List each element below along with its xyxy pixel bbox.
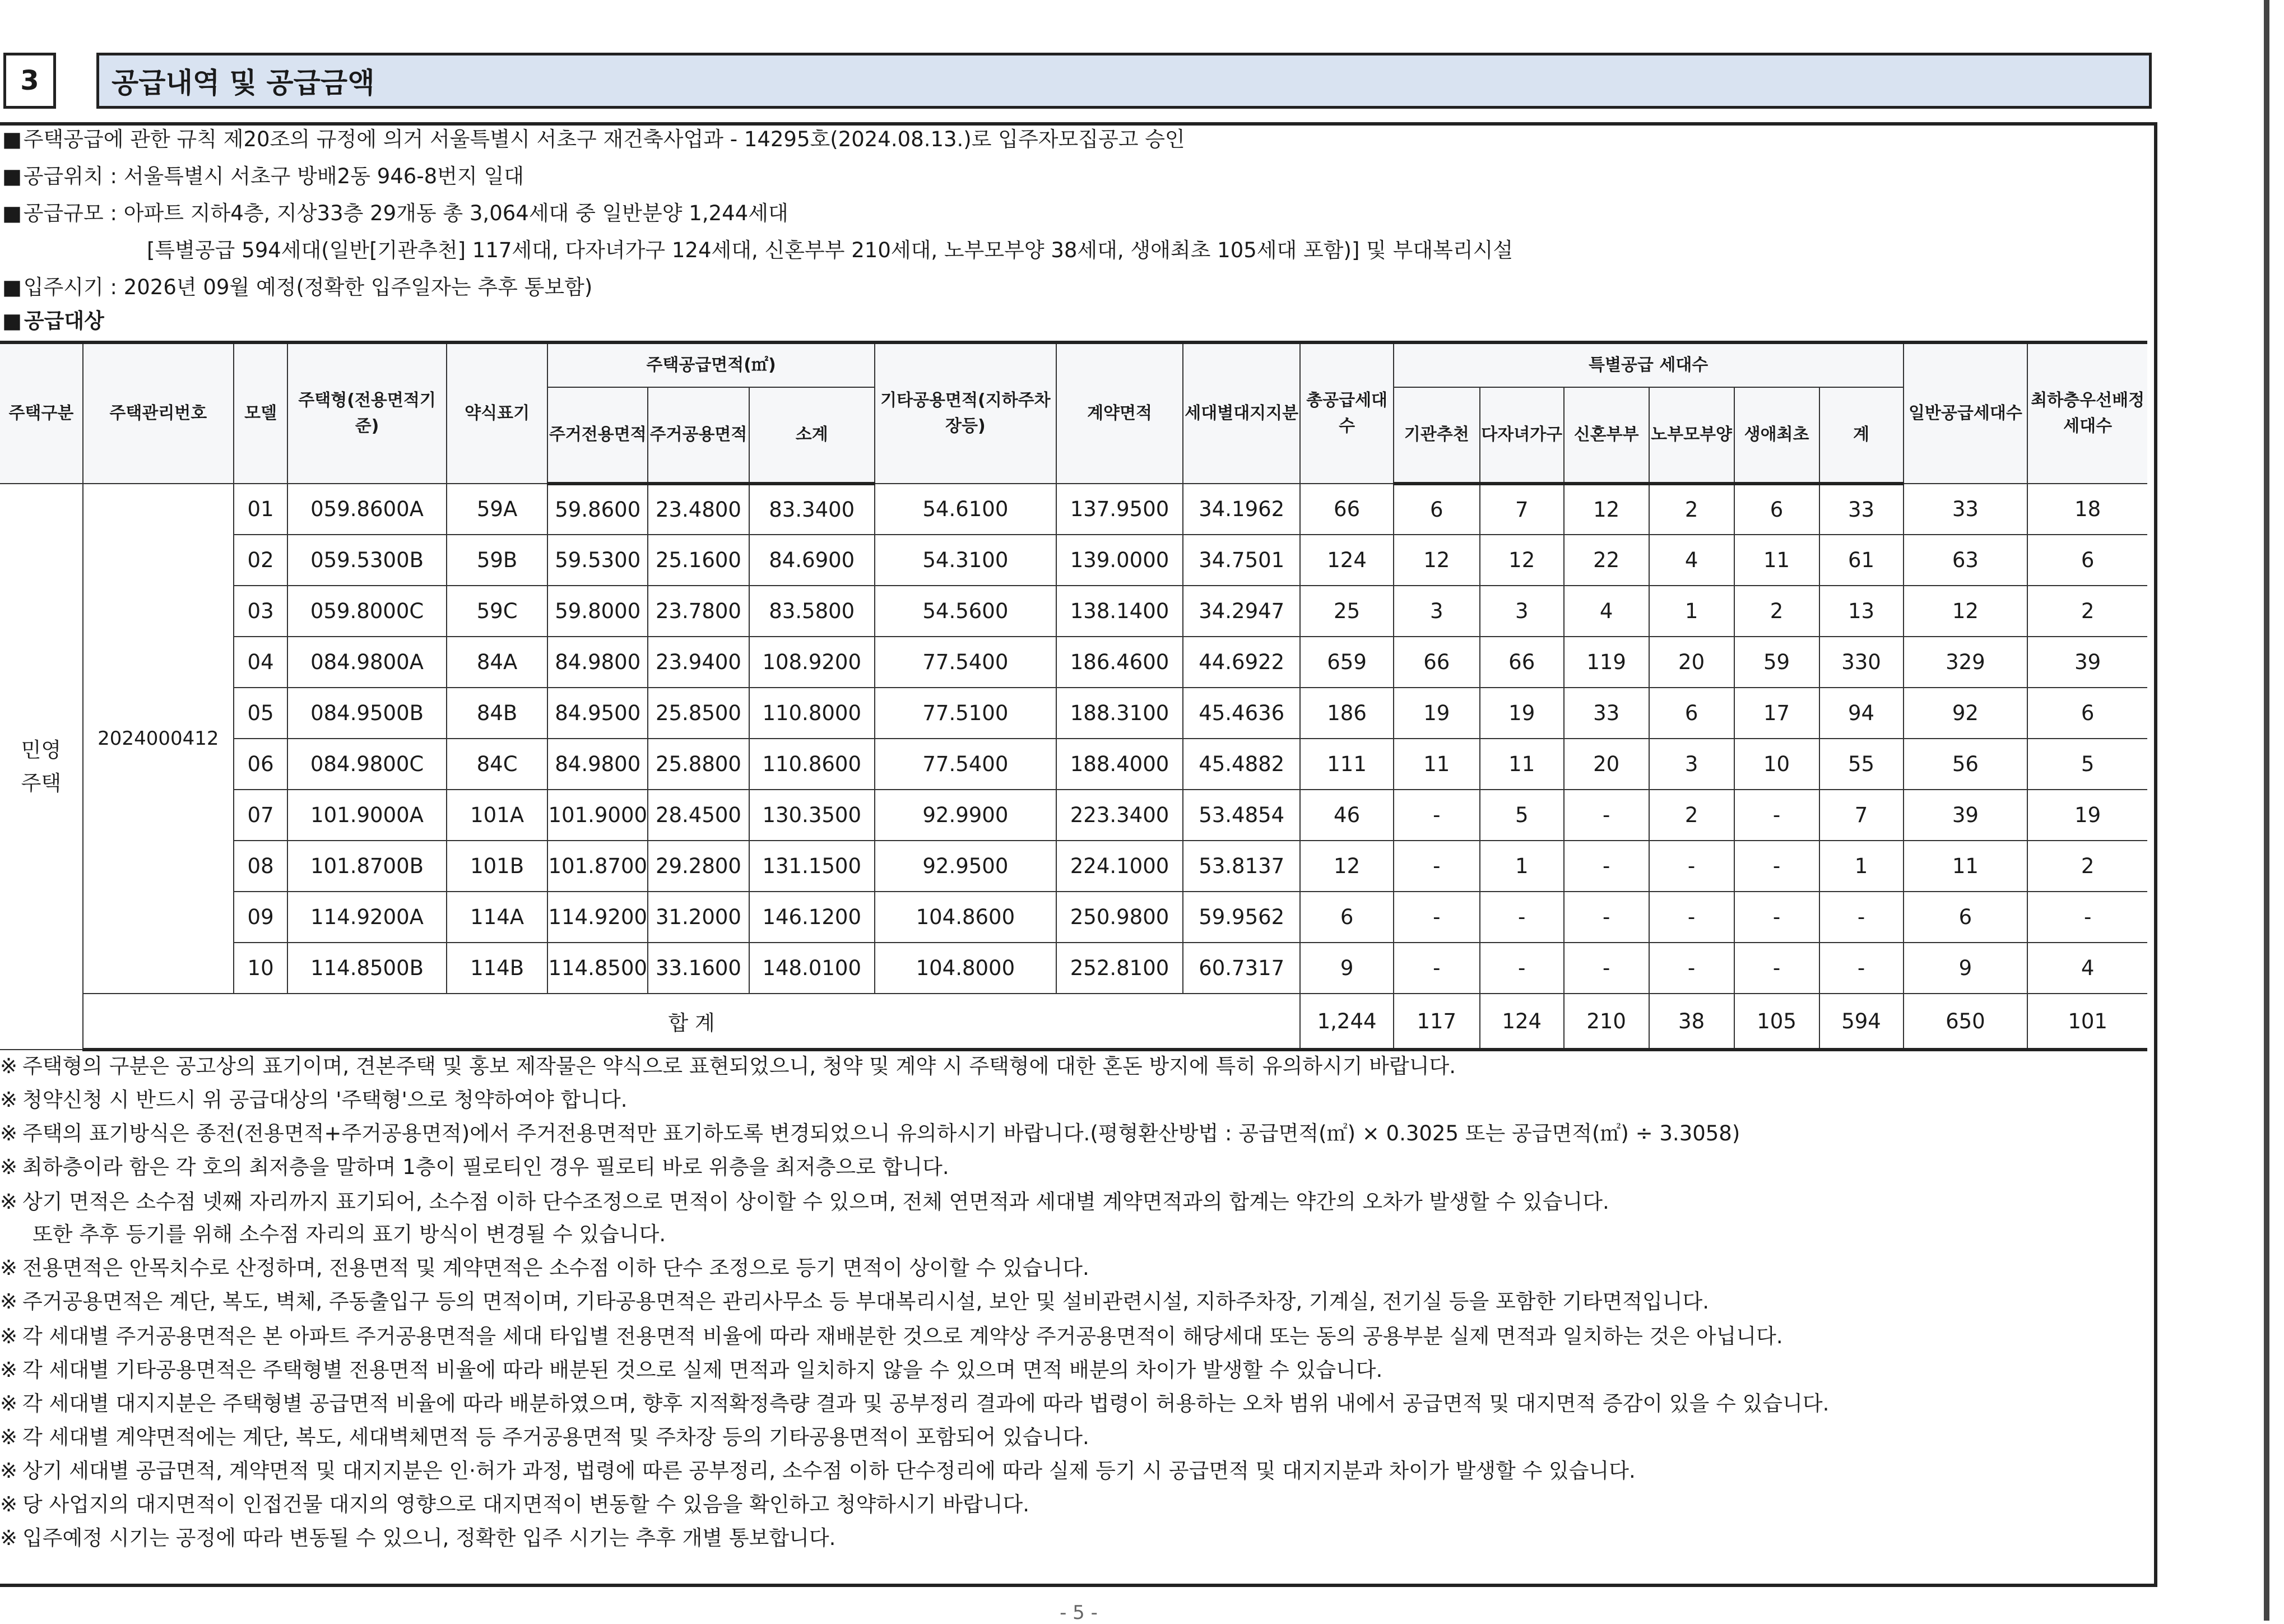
header-lowest-floor: 최하층우선배정세대수 [2027,342,2147,484]
note-mark-icon: ※ [0,1526,18,1550]
cell-total-units: 124 [1300,535,1393,586]
table-row [0,637,2147,688]
cell-model: 10 [234,943,288,994]
cell-sp-elder: - [1649,892,1734,943]
section-title: 공급내역 및 공급금액 [96,53,2152,109]
cell-lowest-floor: 39 [2027,637,2147,688]
cell-sp-sum: 330 [1819,637,1904,688]
header-mgmt-number: 주택관리번호 [83,342,234,484]
cell-subtotal: 146.1200 [749,892,875,943]
page-number: - 5 - [1060,1602,1098,1624]
note-item [0,1185,1609,1215]
cell-subtotal: 130.3500 [749,790,875,841]
cell-sp-sum: 7 [1819,790,1904,841]
note-item [0,1454,1636,1484]
cell-sp-sum: 61 [1819,535,1904,586]
note-text: 각 세대별 계약면적에는 계단, 복도, 세대벽체면적 등 주거공용면적 및 주차장 등의 기타공용면적이 포함되어 있습니다. [22,1425,1089,1449]
cell-sp-first-home: 6 [1734,484,1819,535]
cell-sp-institution: - [1394,790,1480,841]
cell-common-area: 25.8500 [648,688,749,739]
cell-total-units: 659 [1300,637,1393,688]
table-row [0,790,2147,841]
table-row [0,586,2147,637]
note-item [0,1487,1029,1518]
cell-sp-sum: 33 [1819,484,1904,535]
cell-subtotal: 84.6900 [749,535,875,586]
header-sp-elder: 노부모부양 [1649,387,1734,484]
cell-land-share: 45.4636 [1183,688,1300,739]
note-mark-icon: ※ [0,1324,18,1348]
cell-contract-area: 188.4000 [1056,739,1183,790]
header-other-common-area: 기타공용면적(지하주차장등) [875,342,1056,484]
note-text: 주택의 표기방식은 종전(전용면적+주거공용면적)에서 주거전용면적만 표기하도록 변경되었으니 유의하시기 바랍니다.(평형환산방법 : 공급면적(㎡) × 0.3025 또는 공급면적(㎡) ÷ 3.3058) [22,1121,1740,1145]
cell-sp-newlywed: 33 [1564,688,1649,739]
cell-contract-area: 250.9800 [1056,892,1183,943]
cell-sp-elder: 3 [1649,739,1734,790]
note-mark-icon: ※ [0,1190,18,1214]
mgmt-number-cell: 2024000412 [83,484,234,994]
note-text: 상기 세대별 공급면적, 계약면적 및 대지지분은 인·허가 과정, 법령에 따른 공부정리, 소수점 이하 단수정리에 따라 실제 등기 시 공급면적 및 대지지분과 차이가 발생할 수 있습니다. [22,1459,1636,1483]
cell-contract-area: 139.0000 [1056,535,1183,586]
cell-total-units: 111 [1300,739,1393,790]
cell-exclusive-area: 114.8500 [547,943,648,994]
cell-sp-first-home: 2 [1734,586,1819,637]
cell-other-common-area: 92.9900 [875,790,1056,841]
note-item [0,1420,1089,1450]
cell-housing-type: 114.8500B [287,943,446,994]
note-item [0,1319,1783,1349]
cell-exclusive-area: 59.8000 [547,586,648,637]
cell-sp-multichild: 19 [1480,688,1564,739]
cell-general-supply: 39 [1904,790,2028,841]
cell-total-units: 25 [1300,586,1393,637]
header-contract-area: 계약면적 [1056,342,1183,484]
cell-total-units: 66 [1300,484,1393,535]
cell-other-common-area: 104.8600 [875,892,1056,943]
cell-exclusive-area: 84.9800 [547,739,648,790]
note-text: 입주예정 시기는 공정에 따라 변동될 수 있으니, 정확한 입주 시기는 추후 개별 통보합니다. [22,1526,836,1550]
cell-lowest-floor: 19 [2027,790,2147,841]
cell-sp-multichild: 12 [1480,535,1564,586]
bullet-icon: ■ [2,127,22,151]
cell-abbreviation: 114A [447,892,548,943]
cell-contract-area: 138.1400 [1056,586,1183,637]
cell-subtotal: 108.9200 [749,637,875,688]
note-mark-icon: ※ [0,1256,18,1280]
cell-model: 08 [234,841,288,892]
bullet-icon: ■ [2,201,22,225]
cell-sp-elder: 1 [1649,586,1734,637]
note-text: 주택형의 구분은 공고상의 표기이며, 견본주택 및 홍보 제작물은 약식으로 표현되었으니, 청약 및 계약 시 주택형에 대한 혼돈 방지에 특히 유의하시기 바랍니다. [22,1054,1456,1078]
cell-land-share: 34.7501 [1183,535,1300,586]
cell-sp-multichild: 11 [1480,739,1564,790]
cell-contract-area: 224.1000 [1056,841,1183,892]
note-text: 각 세대별 기타공용면적은 주택형별 전용면적 비율에 따라 배분된 것으로 실제 면적과 일치하지 않을 수 있으며 면적 배분의 차이가 발생할 수 있습니다. [22,1358,1383,1382]
header-sp-sum: 계 [1819,387,1904,484]
note-text: 전용면적은 안목치수로 산정하며, 전용면적 및 계약면적은 소수점 이하 단수 조정으로 등기 면적이 상이할 수 있습니다. [22,1256,1089,1280]
cell-other-common-area: 77.5100 [875,688,1056,739]
cell-sp-institution: 11 [1394,739,1480,790]
cell-model: 01 [234,484,288,535]
header-special-supply: 특별공급 세대수 [1394,342,1904,387]
total-cell: 650 [1904,994,2028,1050]
cell-sp-first-home: 11 [1734,535,1819,586]
cell-general-supply: 11 [1904,841,2028,892]
cell-abbreviation: 101B [447,841,548,892]
total-cell: 117 [1394,994,1480,1050]
cell-general-supply: 56 [1904,739,2028,790]
header-sp-institution: 기관추천 [1394,387,1480,484]
cell-common-area: 33.1600 [648,943,749,994]
cell-lowest-floor: 4 [2027,943,2147,994]
cell-abbreviation: 84A [447,637,548,688]
cell-common-area: 28.4500 [648,790,749,841]
cell-sp-newlywed: 12 [1564,484,1649,535]
cell-sp-sum: - [1819,943,1904,994]
section-number: 3 [3,53,56,109]
header-general-supply: 일반공급세대수 [1904,342,2028,484]
cell-common-area: 31.2000 [648,892,749,943]
cell-housing-type: 101.8700B [287,841,446,892]
cell-exclusive-area: 84.9500 [547,688,648,739]
cell-subtotal: 148.0100 [749,943,875,994]
supply-table-body [0,484,2147,1050]
cell-sp-multichild: 7 [1480,484,1564,535]
cell-sp-sum: 55 [1819,739,1904,790]
note-mark-icon: ※ [0,1289,18,1314]
note-text: 각 세대별 대지지분은 주택형별 공급면적 비율에 따라 배분하였으며, 향후 지적확정측량 결과 및 공부정리 결과에 따라 법령이 허용하는 오차 범위 내에서 공급면적 및 대지면적 증감이 있을 수 있습니다. [22,1391,1830,1416]
info-scale: ■ 공급규모 : 아파트 지하4층, 지상33층 29개동 총 3,064세대 중 일반분양 1,244세대 [2,201,788,225]
cell-sp-first-home: - [1734,943,1819,994]
header-abbreviation: 약식표기 [447,342,548,484]
note-mark-icon: ※ [0,1088,18,1112]
cell-general-supply: 9 [1904,943,2028,994]
header-sp-first-home: 생애최초 [1734,387,1819,484]
cell-common-area: 25.8800 [648,739,749,790]
cell-abbreviation: 84C [447,739,548,790]
cell-lowest-floor: - [2027,892,2147,943]
cell-sp-newlywed: 22 [1564,535,1649,586]
cell-land-share: 44.6922 [1183,637,1300,688]
note-mark-icon: ※ [0,1155,18,1179]
cell-subtotal: 110.8600 [749,739,875,790]
cell-common-area: 23.9400 [648,637,749,688]
header-exclusive-area: 주거전용면적 [547,387,648,484]
info-location: ■ 공급위치 : 서울특별시 서초구 방배2동 946-8번지 일대 [2,164,524,188]
cell-sp-first-home: - [1734,841,1819,892]
cell-general-supply: 329 [1904,637,2028,688]
table-row [0,535,2147,586]
cell-general-supply: 92 [1904,688,2028,739]
header-land-share: 세대별대지지분 [1183,342,1300,484]
bullet-icon: ■ [2,275,22,299]
cell-land-share: 34.2947 [1183,586,1300,637]
note-text: 각 세대별 주거공용면적은 본 아파트 주거공용면적을 세대 타입별 전용면적 비율에 따라 재배분한 것으로 계약상 주거공용면적이 해당세대 또는 동의 공용부분 실제 면적과 일치하는 것은 아닙니다. [22,1324,1783,1348]
table-row [0,892,2147,943]
cell-abbreviation: 84B [447,688,548,739]
note-text: 최하층이라 함은 각 호의 최저층을 말하며 1층이 필로티인 경우 필로티 바로 위층을 최저층으로 합니다. [22,1155,949,1179]
total-cell: 105 [1734,994,1819,1050]
note-item [0,1521,835,1551]
total-cell: 594 [1819,994,1904,1050]
note-text: 상기 면적은 소수점 넷째 자리까지 표기되어, 소수점 이하 단수조정으로 면적이 상이할 수 있으며, 전체 연면적과 세대별 계약면적과의 합계는 약간의 오차가 발생할 수 있습니다. [22,1190,1609,1214]
cell-other-common-area: 77.5400 [875,637,1056,688]
cell-contract-area: 223.3400 [1056,790,1183,841]
note-mark-icon: ※ [0,1054,18,1078]
info-supply-target: ■ 공급대상 [2,309,104,333]
note-mark-icon: ※ [0,1121,18,1145]
cell-exclusive-area: 101.9000 [547,790,648,841]
cell-general-supply: 63 [1904,535,2028,586]
cell-exclusive-area: 59.5300 [547,535,648,586]
cell-abbreviation: 59C [447,586,548,637]
cell-general-supply: 33 [1904,484,2028,535]
header-model: 모델 [234,342,288,484]
cell-lowest-floor: 6 [2027,688,2147,739]
cell-model: 09 [234,892,288,943]
note-mark-icon: ※ [0,1425,18,1449]
cell-other-common-area: 54.6100 [875,484,1056,535]
cell-sp-elder: - [1649,943,1734,994]
cell-model: 03 [234,586,288,637]
table-row [0,943,2147,994]
cell-lowest-floor: 2 [2027,841,2147,892]
cell-exclusive-area: 84.9800 [547,637,648,688]
note-item [0,1251,1089,1281]
cell-sp-elder: 20 [1649,637,1734,688]
total-cell: 210 [1564,994,1649,1050]
cell-sp-sum: 1 [1819,841,1904,892]
cell-sp-multichild: - [1480,892,1564,943]
cell-sp-institution: - [1394,892,1480,943]
cell-model: 05 [234,688,288,739]
cell-other-common-area: 54.3100 [875,535,1056,586]
cell-sp-elder: 2 [1649,484,1734,535]
total-cell: 38 [1649,994,1734,1050]
cell-sp-first-home: 17 [1734,688,1819,739]
info-approval: ■ 주택공급에 관한 규칙 제20조의 규정에 의거 서울특별시 서초구 재건축사업과 - 14295호(2024.08.13.)로 입주자모집공고 승인 [2,127,1185,151]
cell-housing-type: 059.8600A [287,484,446,535]
cell-contract-area: 252.8100 [1056,943,1183,994]
cell-sp-multichild: 66 [1480,637,1564,688]
bullet-icon: ■ [2,309,22,333]
total-label: 합 계 [83,994,1301,1050]
note-item [0,1353,1382,1383]
cell-land-share: 53.8137 [1183,841,1300,892]
total-cell: 124 [1480,994,1564,1050]
cell-model: 07 [234,790,288,841]
cell-subtotal: 83.5800 [749,586,875,637]
cell-lowest-floor: 2 [2027,586,2147,637]
cell-sp-elder: 6 [1649,688,1734,739]
cell-total-units: 6 [1300,892,1393,943]
cell-sp-multichild: - [1480,943,1564,994]
cell-housing-type: 084.9800A [287,637,446,688]
cell-total-units: 9 [1300,943,1393,994]
note-item [33,1217,666,1247]
cell-common-area: 25.1600 [648,535,749,586]
cell-sp-first-home: - [1734,892,1819,943]
cell-contract-area: 137.9500 [1056,484,1183,535]
house-type-cell: 민영주택 [0,484,83,1050]
note-item [0,1284,1709,1315]
note-item [0,1083,627,1113]
table-row [0,688,2147,739]
cell-common-area: 23.7800 [648,586,749,637]
cell-other-common-area: 92.9500 [875,841,1056,892]
table-row [0,739,2147,790]
cell-housing-type: 084.9800C [287,739,446,790]
note-mark-icon: ※ [0,1391,18,1416]
cell-contract-area: 186.4600 [1056,637,1183,688]
cell-sp-sum: 13 [1819,586,1904,637]
cell-sp-newlywed: - [1564,943,1649,994]
cell-housing-type: 084.9500B [287,688,446,739]
cell-abbreviation: 59A [447,484,548,535]
cell-sp-sum: 94 [1819,688,1904,739]
table-row [0,484,2147,535]
cell-land-share: 45.4882 [1183,739,1300,790]
bullet-icon: ■ [2,164,22,188]
note-item [0,1049,1456,1079]
cell-other-common-area: 104.8000 [875,943,1056,994]
header-subtotal: 소계 [749,387,875,484]
cell-sp-multichild: 1 [1480,841,1564,892]
cell-sp-newlywed: - [1564,892,1649,943]
info-move-in: ■ 입주시기 : 2026년 09월 예정(정확한 입주일자는 추후 통보함) [2,275,593,299]
table-row [0,841,2147,892]
cell-sp-elder: 2 [1649,790,1734,841]
cell-sp-institution: 19 [1394,688,1480,739]
cell-general-supply: 12 [1904,586,2028,637]
cell-other-common-area: 77.5400 [875,739,1056,790]
header-sp-newlywed: 신혼부부 [1564,387,1649,484]
cell-other-common-area: 54.5600 [875,586,1056,637]
cell-sp-elder: - [1649,841,1734,892]
total-cell: 1,244 [1300,994,1393,1050]
cell-exclusive-area: 114.9200 [547,892,648,943]
cell-lowest-floor: 5 [2027,739,2147,790]
cell-sp-newlywed: 20 [1564,739,1649,790]
header-supply-area: 주택공급면적(㎡) [547,342,874,387]
cell-sp-institution: 66 [1394,637,1480,688]
cell-contract-area: 188.3100 [1056,688,1183,739]
page-edge-divider [2264,0,2269,1621]
note-text: 또한 추후 등기를 위해 소수점 자리의 표기 방식이 변경될 수 있습니다. [33,1222,666,1246]
cell-sp-multichild: 5 [1480,790,1564,841]
note-mark-icon: ※ [0,1459,18,1483]
cell-exclusive-area: 101.8700 [547,841,648,892]
note-text: 당 사업지의 대지면적이 인접건물 대지의 영향으로 대지면적이 변동할 수 있음을 확인하고 청약하시기 바랍니다. [22,1492,1030,1516]
cell-housing-type: 114.9200A [287,892,446,943]
cell-model: 06 [234,739,288,790]
cell-sp-institution: 6 [1394,484,1480,535]
cell-housing-type: 059.8000C [287,586,446,637]
note-item [0,1386,1829,1417]
cell-housing-type: 101.9000A [287,790,446,841]
cell-land-share: 59.9562 [1183,892,1300,943]
cell-lowest-floor: 18 [2027,484,2147,535]
cell-sp-institution: 3 [1394,586,1480,637]
cell-exclusive-area: 59.8600 [547,484,648,535]
cell-sp-newlywed: 4 [1564,586,1649,637]
info-special-supply: [특별공급 594세대(일반[기관추천] 117세대, 다자녀가구 124세대, 신혼부부 210세대, 노부모부양 38세대, 생애최초 105세대 포함)] 및 부대복리시설 [147,238,1514,262]
cell-sp-multichild: 3 [1480,586,1564,637]
cell-common-area: 23.4800 [648,484,749,535]
cell-total-units: 186 [1300,688,1393,739]
cell-sp-sum: - [1819,892,1904,943]
cell-land-share: 34.1962 [1183,484,1300,535]
cell-lowest-floor: 6 [2027,535,2147,586]
total-cell: 101 [2027,994,2147,1050]
cell-model: 04 [234,637,288,688]
cell-sp-newlywed: - [1564,790,1649,841]
cell-sp-first-home: - [1734,790,1819,841]
note-text: 주거공용면적은 계단, 복도, 벽체, 주동출입구 등의 면적이며, 기타공용면적은 관리사무소 등 부대복리시설, 보안 및 설비관련시설, 지하주차장, 기계실, 전기실 등을 포함한 기타면적입니다. [22,1289,1709,1314]
cell-sp-first-home: 59 [1734,637,1819,688]
note-item [0,1116,1740,1147]
cell-model: 02 [234,535,288,586]
cell-sp-newlywed: 119 [1564,637,1649,688]
header-common-area: 주거공용면적 [648,387,749,484]
note-mark-icon: ※ [0,1492,18,1516]
header-housing-type: 주택형(전용면적기준) [287,342,446,484]
cell-housing-type: 059.5300B [287,535,446,586]
cell-general-supply: 6 [1904,892,2028,943]
header-sp-multichild: 다자녀가구 [1480,387,1564,484]
total-row [0,994,2147,1050]
header-total-units: 총공급세대수 [1300,342,1393,484]
cell-sp-institution: - [1394,943,1480,994]
cell-land-share: 53.4854 [1183,790,1300,841]
cell-subtotal: 131.1500 [749,841,875,892]
note-item [0,1150,949,1180]
cell-land-share: 60.7317 [1183,943,1300,994]
note-text: 청약신청 시 반드시 위 공급대상의 '주택형'으로 청약하여야 합니다. [22,1088,628,1112]
cell-sp-newlywed: - [1564,841,1649,892]
cell-subtotal: 83.3400 [749,484,875,535]
cell-total-units: 46 [1300,790,1393,841]
cell-sp-elder: 4 [1649,535,1734,586]
supply-table [0,341,2147,1051]
cell-abbreviation: 101A [447,790,548,841]
note-mark-icon: ※ [0,1358,18,1382]
cell-total-units: 12 [1300,841,1393,892]
cell-common-area: 29.2800 [648,841,749,892]
cell-sp-first-home: 10 [1734,739,1819,790]
cell-sp-institution: 12 [1394,535,1480,586]
cell-sp-institution: - [1394,841,1480,892]
header-house-type: 주택구분 [0,342,83,484]
cell-abbreviation: 59B [447,535,548,586]
cell-subtotal: 110.8000 [749,688,875,739]
cell-abbreviation: 114B [447,943,548,994]
